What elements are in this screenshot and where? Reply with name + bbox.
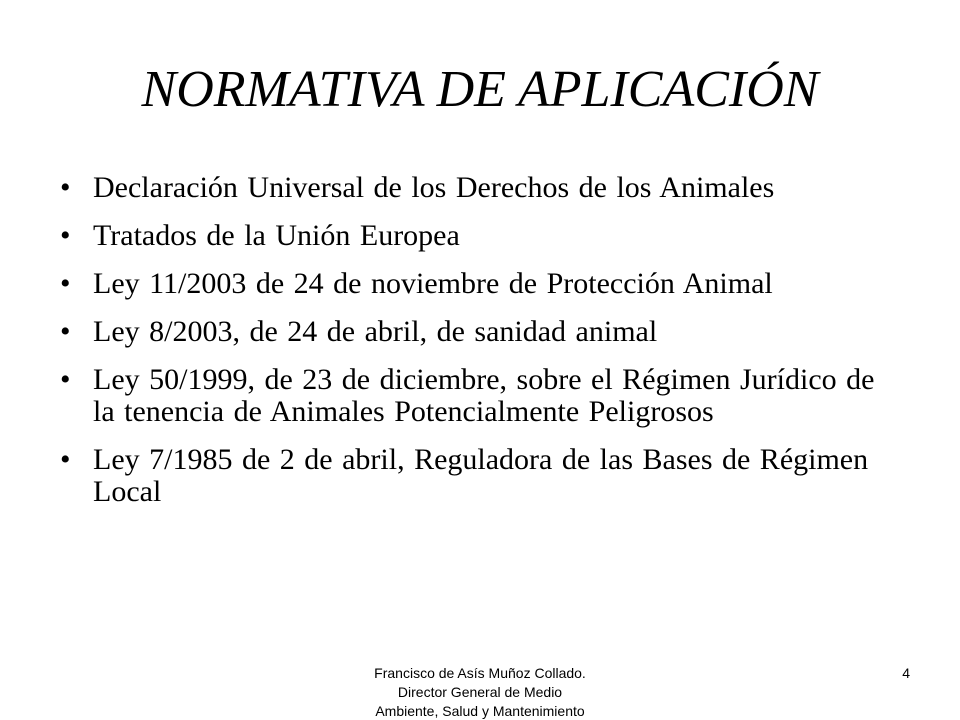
page-number: 4 — [902, 665, 910, 681]
list-item-text: Declaración Universal de los Derechos de los Animales — [93, 171, 775, 204]
list-item — [60, 316, 900, 348]
slide-title: NORMATIVA DE APLICACIÓN — [141, 61, 819, 118]
bullet-icon: • — [60, 219, 71, 252]
list-item — [60, 172, 900, 204]
list-item-text: Ley 7/1985 de 2 de abril, Reguladora de las Bases de Régimen Local — [93, 443, 869, 508]
bullet-icon: • — [60, 363, 71, 396]
footer-line: Francisco de Asís Muñoz Collado. — [374, 665, 586, 681]
footer-line: Director General de Medio — [397, 684, 563, 700]
list-item-text: Ley 8/2003, de 24 de abril, de sanidad animal — [93, 315, 658, 348]
list-item — [60, 364, 900, 428]
list-item-text: Ley 11/2003 de 24 de noviembre de Protección Animal — [93, 267, 773, 300]
bullet-icon: • — [60, 315, 71, 348]
bullet-icon: • — [60, 267, 71, 300]
list-item — [60, 268, 900, 300]
footer-line: Ambiente, Salud y Mantenimiento — [375, 703, 585, 719]
list-item-text: Ley 50/1999, de 23 de diciembre, sobre el Régimen Jurídico de la tenencia de Animales Potencialmente Peligrosos — [93, 363, 875, 428]
list-item — [60, 220, 900, 252]
bullet-icon: • — [60, 443, 71, 476]
list-item-text: Tratados de la Unión Europea — [93, 219, 460, 252]
footer-author — [328, 664, 632, 720]
list-item — [60, 444, 900, 508]
bullet-icon: • — [60, 171, 71, 204]
regulation-list — [60, 172, 900, 524]
